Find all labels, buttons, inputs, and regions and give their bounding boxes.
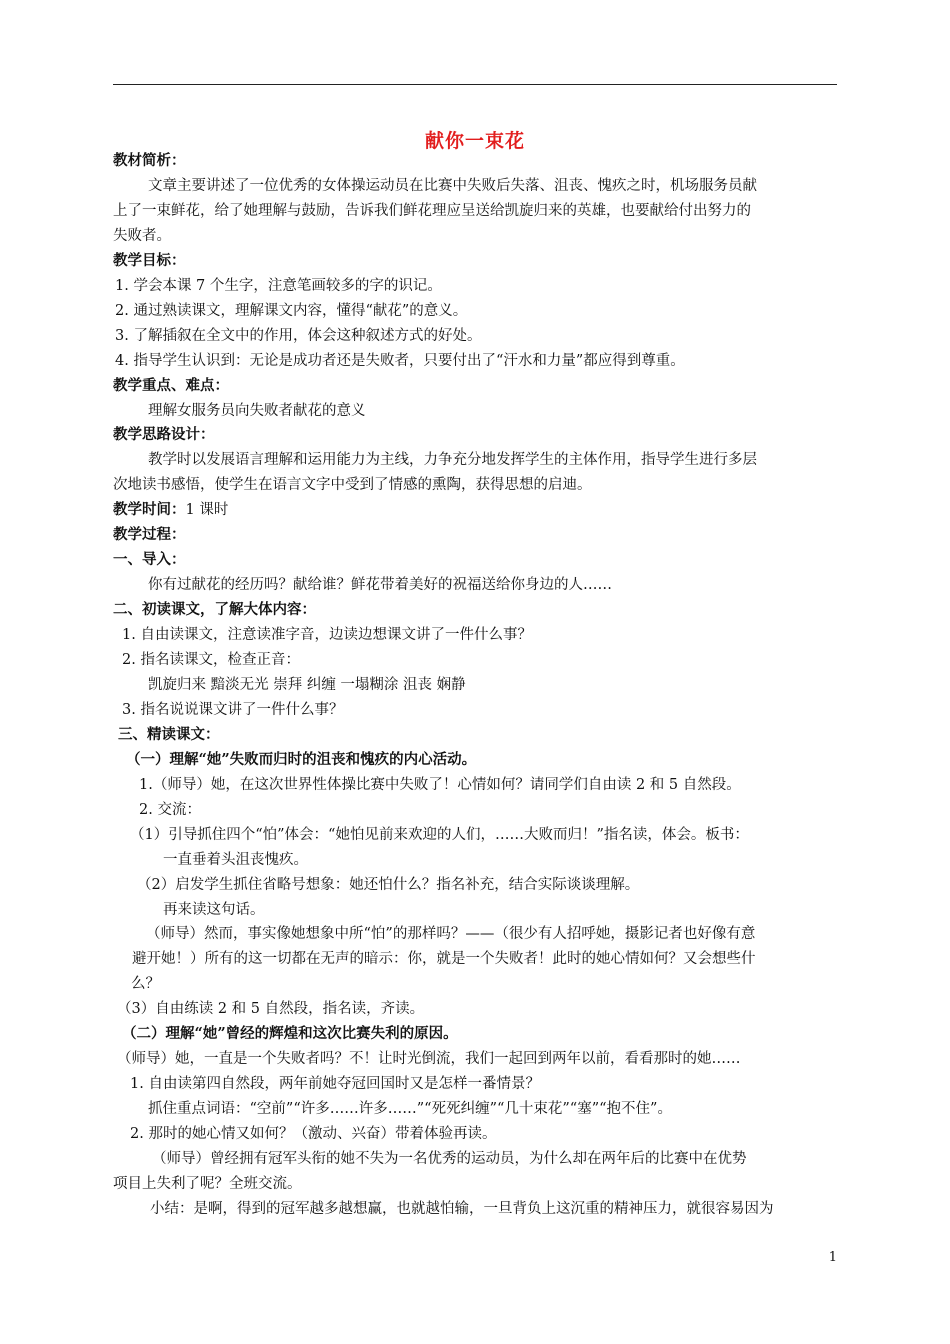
paragraph-line xyxy=(122,701,343,719)
line-text: 上了一束鲜花，给了她理解与鼓励，告诉我们鲜花理应呈送给凯旋归来的英雄，也要献给付出努力的 xyxy=(113,203,751,219)
paragraph-line xyxy=(113,476,592,494)
paragraph-line xyxy=(113,227,171,245)
paragraph-line xyxy=(163,851,308,869)
line-text: 教学时以发展语言理解和运用能力为主线，力争充分地发挥学生的主体作用，指导学生进行多层 xyxy=(148,452,757,468)
line-text: （师导）曾经拥有冠军头衔的她不失为一名优秀的运动员，为什么却在两年后的比赛中在优势 xyxy=(152,1151,747,1167)
line-text: 教学思路设计： xyxy=(113,426,215,443)
paragraph-line xyxy=(117,1050,741,1068)
line-text: （师导）然而，事实像她想象中所“怕”的那样吗？——（很少有人招呼她，摄影记者也好像有意 xyxy=(146,926,756,942)
paragraph-line xyxy=(146,925,755,943)
paragraph-line xyxy=(115,302,467,320)
section-heading xyxy=(113,551,186,569)
section-heading xyxy=(113,526,186,544)
page-number: 1 xyxy=(828,1250,837,1265)
line-text: 2. 交流： xyxy=(139,802,201,818)
line-text: 理解女服务员向失败者献花的意义 xyxy=(148,403,366,419)
line-text: 凯旋归来 黯淡无光 崇拜 纠缠 一塌糊涂 沮丧 娴静 xyxy=(148,677,466,693)
line-text: 1. 自由读课文，注意读准字音，边读边想课文讲了一件什么事？ xyxy=(122,627,532,643)
section-heading xyxy=(113,152,186,170)
line-text: 再来读这句话。 xyxy=(163,902,265,918)
paragraph-line xyxy=(148,1100,672,1118)
line-text: 三、精读课文： xyxy=(118,726,220,743)
line-text: 1. 学会本课 7 个生字，注意笔画较多的字的识记。 xyxy=(115,278,442,294)
paragraph-line xyxy=(148,177,757,195)
paragraph-line xyxy=(148,402,366,420)
line-text: 4. 指导学生认识到：无论是成功者还是失败者，只要付出了“汗水和力量”都应得到尊重。 xyxy=(115,353,685,369)
line-text: （2）启发学生抓住省略号想象：她还怕什么？指名补充，结合实际谈谈理解。 xyxy=(137,877,640,893)
section-heading xyxy=(113,252,186,270)
paragraph-line xyxy=(115,352,685,370)
header-rule xyxy=(113,84,837,85)
line-text: 教学重点、难点： xyxy=(113,377,229,394)
paragraph-line xyxy=(139,776,741,794)
line-text: 么？ xyxy=(131,976,160,992)
line-text: 3. 了解插叙在全文中的作用，体会这种叙述方式的好处。 xyxy=(115,328,482,344)
section-heading xyxy=(122,1025,458,1043)
line-text: 失败者。 xyxy=(113,228,171,244)
section-heading xyxy=(118,726,220,744)
paragraph-line xyxy=(132,950,756,968)
paragraph-line xyxy=(148,451,757,469)
line-text: 教学时间： xyxy=(113,501,186,518)
paragraph-line xyxy=(150,1200,774,1218)
paragraph-line xyxy=(115,277,442,295)
line-text: 你有过献花的经历吗？献给谁？鲜花带着美好的祝福送给你身边的人…… xyxy=(148,577,612,593)
line-text: 文章主要讲述了一位优秀的女体操运动员在比赛中失败后失落、沮丧、愧疚之时，机场服务员献 xyxy=(148,178,757,194)
paragraph-line xyxy=(113,202,751,220)
line-text: 3. 指名说说课文讲了一件什么事？ xyxy=(122,702,344,718)
paragraph-line xyxy=(117,1000,424,1018)
line-text: 次地读书感悟，使学生在语言文字中受到了情感的熏陶，获得思想的启迪。 xyxy=(113,477,592,493)
line-text: 抓住重点词语：“空前”“许多……许多……”“死死纠缠”“几十束花”“塞”“抱不住”。 xyxy=(148,1101,672,1117)
line-text: （3）自由练读 2 和 5 自然段，指名读，齐读。 xyxy=(117,1001,425,1017)
line-text: （1）引导抓住四个“怕”体会：“她怕见前来欢迎的人们，……大败而归！”指名读，体会。板书： xyxy=(130,827,749,843)
line-text: 一直垂着头沮丧愧疚。 xyxy=(163,852,308,868)
line-value: 1 课时 xyxy=(185,502,229,518)
document-title: 献你一束花 xyxy=(424,130,525,152)
line-text: 教材简析： xyxy=(113,152,186,169)
paragraph-line xyxy=(139,801,201,819)
line-text: 1. 自由读第四自然段，两年前她夺冠回国时又是怎样一番情景？ xyxy=(130,1076,540,1092)
section-heading xyxy=(126,751,476,769)
paragraph-line xyxy=(130,1075,540,1093)
line-text: （二）理解“她”曾经的辉煌和这次比赛失利的原因。 xyxy=(122,1025,458,1042)
line-text: 教学目标： xyxy=(113,252,186,269)
section-heading xyxy=(113,377,229,395)
line-text: 2. 那时的她心情又如何？（激动、兴奋）带着体验再读。 xyxy=(130,1126,497,1142)
line-text: （一）理解“她”失败而归时的沮丧和愧疚的内心活动。 xyxy=(126,751,477,768)
paragraph-line xyxy=(122,626,532,644)
line-text: 小结：是啊，得到的冠军越多越想赢，也就越怕输，一旦背负上这沉重的精神压力，就很容易因为 xyxy=(150,1201,774,1217)
paragraph-line xyxy=(148,576,612,594)
line-text: 1.（师导）她，在这次世界性体操比赛中失败了！心情如何？请同学们自由读 2 和 5 自然段。 xyxy=(139,777,741,793)
paragraph-line xyxy=(137,876,639,894)
paragraph-line xyxy=(130,826,749,844)
line-text: 避开她！）所有的这一切都在无声的暗示：你，就是一个失败者！此时的她心情如何？又会想些什 xyxy=(132,951,756,967)
paragraph-line xyxy=(130,1125,496,1143)
line-text: 2. 通过熟读课文，理解课文内容，懂得“献花”的意义。 xyxy=(115,303,468,319)
section-heading xyxy=(113,601,316,619)
paragraph-line xyxy=(148,676,466,694)
paragraph-line xyxy=(115,327,481,345)
section-heading xyxy=(113,426,215,444)
paragraph-line xyxy=(152,1150,747,1168)
section-heading xyxy=(113,501,228,519)
paragraph-line xyxy=(113,1175,302,1193)
line-text: （师导）她，一直是一个失败者吗？不！让时光倒流，我们一起回到两年以前，看看那时的她…… xyxy=(117,1051,741,1067)
paragraph-line xyxy=(131,975,160,993)
paragraph-line xyxy=(163,901,265,919)
line-text: 项目上失利了呢？全班交流。 xyxy=(113,1176,302,1192)
line-text: 一、导入： xyxy=(113,551,186,568)
line-text: 教学过程： xyxy=(113,526,186,543)
line-text: 2. 指名读课文，检查正音： xyxy=(122,652,300,668)
paragraph-line xyxy=(122,651,300,669)
line-text: 二、初读课文，了解大体内容： xyxy=(113,601,316,618)
